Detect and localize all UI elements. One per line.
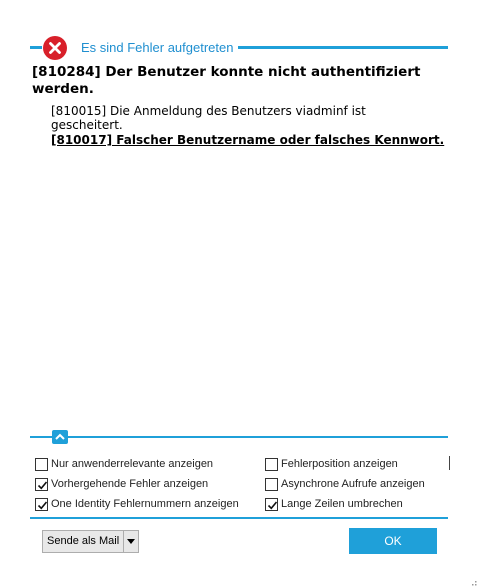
option-wrap-lines[interactable] — [265, 496, 403, 512]
error-detail-2: [810017] Falscher Benutzername oder falsches Kennwort. — [51, 133, 445, 147]
caret-down-icon — [127, 539, 135, 544]
checkbox-checked[interactable] — [265, 498, 278, 511]
checkbox[interactable] — [265, 478, 278, 491]
collapse-options-button[interactable] — [52, 430, 68, 444]
checkmark-icon — [267, 500, 278, 511]
header-line-right — [238, 46, 448, 49]
chevron-up-icon — [55, 433, 65, 441]
option-async-calls[interactable] — [265, 476, 425, 492]
send-mail-dropdown[interactable] — [124, 531, 138, 552]
option-error-position[interactable] — [265, 456, 398, 472]
dialog-title: Es sind Fehler aufgetreten — [81, 40, 234, 55]
option-error-numbers[interactable] — [35, 496, 239, 512]
error-icon — [43, 36, 67, 60]
main-error-message: [810284] Der Benutzer konnte nicht authentifiziert werden. — [32, 64, 421, 97]
footer-divider — [30, 517, 448, 519]
vertical-divider — [449, 456, 450, 470]
option-label: Fehlerposition anzeigen — [281, 458, 398, 470]
checkbox-checked[interactable] — [35, 498, 48, 511]
ok-button[interactable]: OK — [349, 528, 437, 554]
option-only-user-relevant[interactable] — [35, 456, 213, 472]
option-label: One Identity Fehlernummern anzeigen — [51, 498, 239, 510]
error-detail-1: [810015] Die Anmeldung des Benutzers viadminf ist gescheitert. — [51, 104, 366, 132]
checkmark-icon — [37, 480, 48, 491]
checkbox[interactable] — [265, 458, 278, 471]
send-mail-split-button[interactable] — [42, 530, 139, 553]
option-label: Vorhergehende Fehler anzeigen — [51, 478, 209, 490]
send-mail-button[interactable]: Sende als Mail — [43, 531, 124, 552]
option-label: Asynchrone Aufrufe anzeigen — [281, 478, 425, 490]
checkbox-checked[interactable] — [35, 478, 48, 491]
checkmark-icon — [37, 500, 48, 511]
checkbox[interactable] — [35, 458, 48, 471]
error-header — [30, 36, 448, 60]
options-divider — [30, 436, 448, 438]
resize-grip-icon[interactable] — [469, 574, 477, 582]
option-previous-errors[interactable] — [35, 476, 208, 492]
header-line-left — [30, 46, 42, 49]
option-label: Nur anwenderrelevante anzeigen — [51, 458, 214, 470]
option-label: Lange Zeilen umbrechen — [281, 498, 403, 510]
